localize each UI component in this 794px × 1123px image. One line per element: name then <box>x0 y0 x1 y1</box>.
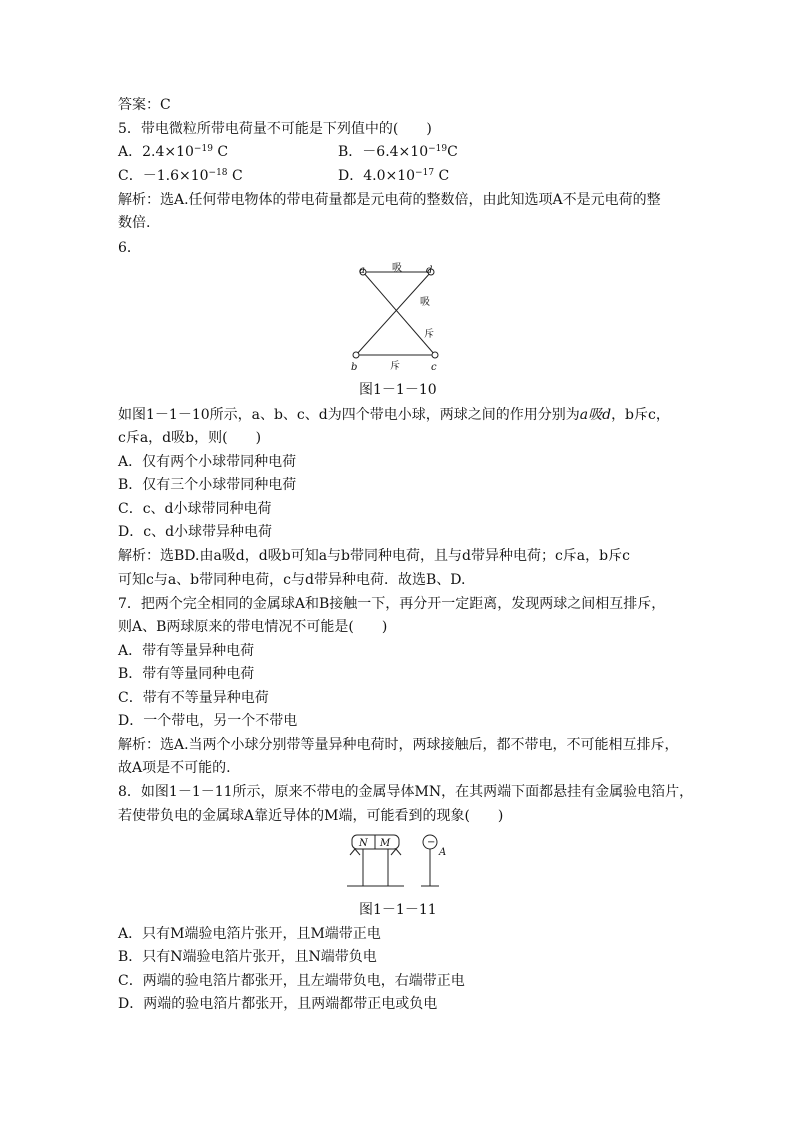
question-7-line-1: 7．把两个完全相同的金属球A和B接触一下，再分开一定距离，发现两球之间相互排斥， <box>118 596 666 612</box>
q5-solution-line-2: 数倍. <box>118 215 151 231</box>
figure-1-1-10 <box>340 262 460 374</box>
answer-q4: 答案：C <box>118 97 171 113</box>
q5-option-a: A．$2.4\times 10^{-19}$ C <box>118 144 229 160</box>
fig11-label-n: N <box>359 838 368 849</box>
q5-option-d: D．$4.0\times 10^{-17}$ C <box>338 168 450 184</box>
fig10-label-a: a <box>359 265 365 276</box>
figure-1-1-11-caption: 图1－1－11 <box>359 902 437 918</box>
fig11-label-minus: − <box>427 837 436 848</box>
question-8-line-2: 若使带负电的金属球A靠近导体的M端，可能看到的现象( ) <box>118 808 504 824</box>
q5-option-b: B．$-6.4\times 10^{-19}C$ <box>338 144 458 160</box>
fig10-label-top: 吸 <box>392 263 402 274</box>
fig10-ball-c <box>432 352 438 358</box>
q7-solution-line-2: 故A项是不可能的. <box>118 760 231 776</box>
q8-option-c: C．两端的验电箔片都张开，且左端带负电，右端带正电 <box>118 973 465 989</box>
fig11-foil-right-inner <box>391 849 396 855</box>
fig10-label-c: c <box>431 362 437 373</box>
question-7-line-2: 则A、B两球原来的带电情况不可能是( ) <box>118 619 388 635</box>
q6-solution-line-1: 解析：选BD.由a吸d，d吸b可知a与b带同种电荷，且与d带异种电荷；c斥a，b斥c <box>118 548 630 564</box>
figure-1-1-11 <box>340 830 470 892</box>
fig11-foil-left-outer <box>350 849 355 855</box>
fig11-label-a: A <box>439 847 447 858</box>
q6-option-a: A．仅有两个小球带同种电荷 <box>118 454 297 470</box>
fig10-label-b: b <box>351 362 358 373</box>
question-6-number: 6． <box>118 240 141 256</box>
question-6-line-1: 如图1－1－10所示，a、b、c、d为四个带电小球，两球之间的作用分别为a吸d，b斥c， <box>118 407 670 423</box>
question-5: 5．带电微粒所带电荷量不可能是下列值中的( ) <box>118 121 432 137</box>
q5-solution-line-1: 解析：选A.任何带电物体的带电荷量都是元电荷的整数倍，由此知选项A不是元电荷的整 <box>118 192 661 208</box>
q8-option-b: B．只有N端验电箔片张开，且N端带负电 <box>118 949 377 965</box>
q7-solution-line-1: 解析：选A.当两个小球分别带等量异种电荷时，两球接触后，都不带电，不可能相互排斥， <box>118 737 679 753</box>
q7-option-b: B．带有等量同种电荷 <box>118 666 255 682</box>
q8-option-a: A．只有M端验电箔片张开，且M端带正电 <box>118 926 381 942</box>
q6-solution-line-2: 可知c与a、b带同种电荷，c与d带异种电荷．故选B、D. <box>118 572 466 588</box>
q5-option-c: C．$-1.6\times 10^{-18}$ C <box>118 168 243 184</box>
fig10-edge-ac <box>363 272 435 355</box>
q8-option-d: D．两端的验电箔片都张开，且两端都带正电或负电 <box>118 996 438 1012</box>
q6-option-d: D．c、d小球带异种电荷 <box>118 524 273 540</box>
fig10-label-bottom: 斥 <box>390 361 400 372</box>
fig10-label-d: d <box>426 265 433 276</box>
q7-option-d: D．一个带电，另一个不带电 <box>118 713 298 729</box>
fig10-ball-b <box>353 352 359 358</box>
fig10-label-cross: 斥 <box>424 329 434 340</box>
q7-option-a: A．带有等量异种电荷 <box>118 643 255 659</box>
fig10-label-right: 吸 <box>420 297 430 308</box>
q7-option-c: C．带有不等量异种电荷 <box>118 690 269 706</box>
q6-option-b: B．仅有三个小球带同种电荷 <box>118 477 297 493</box>
question-8-line-1: 8．如图1－1－11所示，原来不带电的金属导体MN，在其两端下面都悬挂有金属验电箔片， <box>118 784 694 800</box>
fig11-label-m: M <box>380 838 391 849</box>
q6-option-c: C．c、d小球带同种电荷 <box>118 501 272 517</box>
figure-1-1-10-caption: 图1－1－10 <box>359 382 437 398</box>
question-6-line-2: c斥a，d吸b，则( ) <box>118 430 262 446</box>
fig11-foil-left-inner <box>355 849 360 855</box>
fig11-foil-right-outer <box>396 849 401 855</box>
fig10-edge-db <box>356 272 431 355</box>
